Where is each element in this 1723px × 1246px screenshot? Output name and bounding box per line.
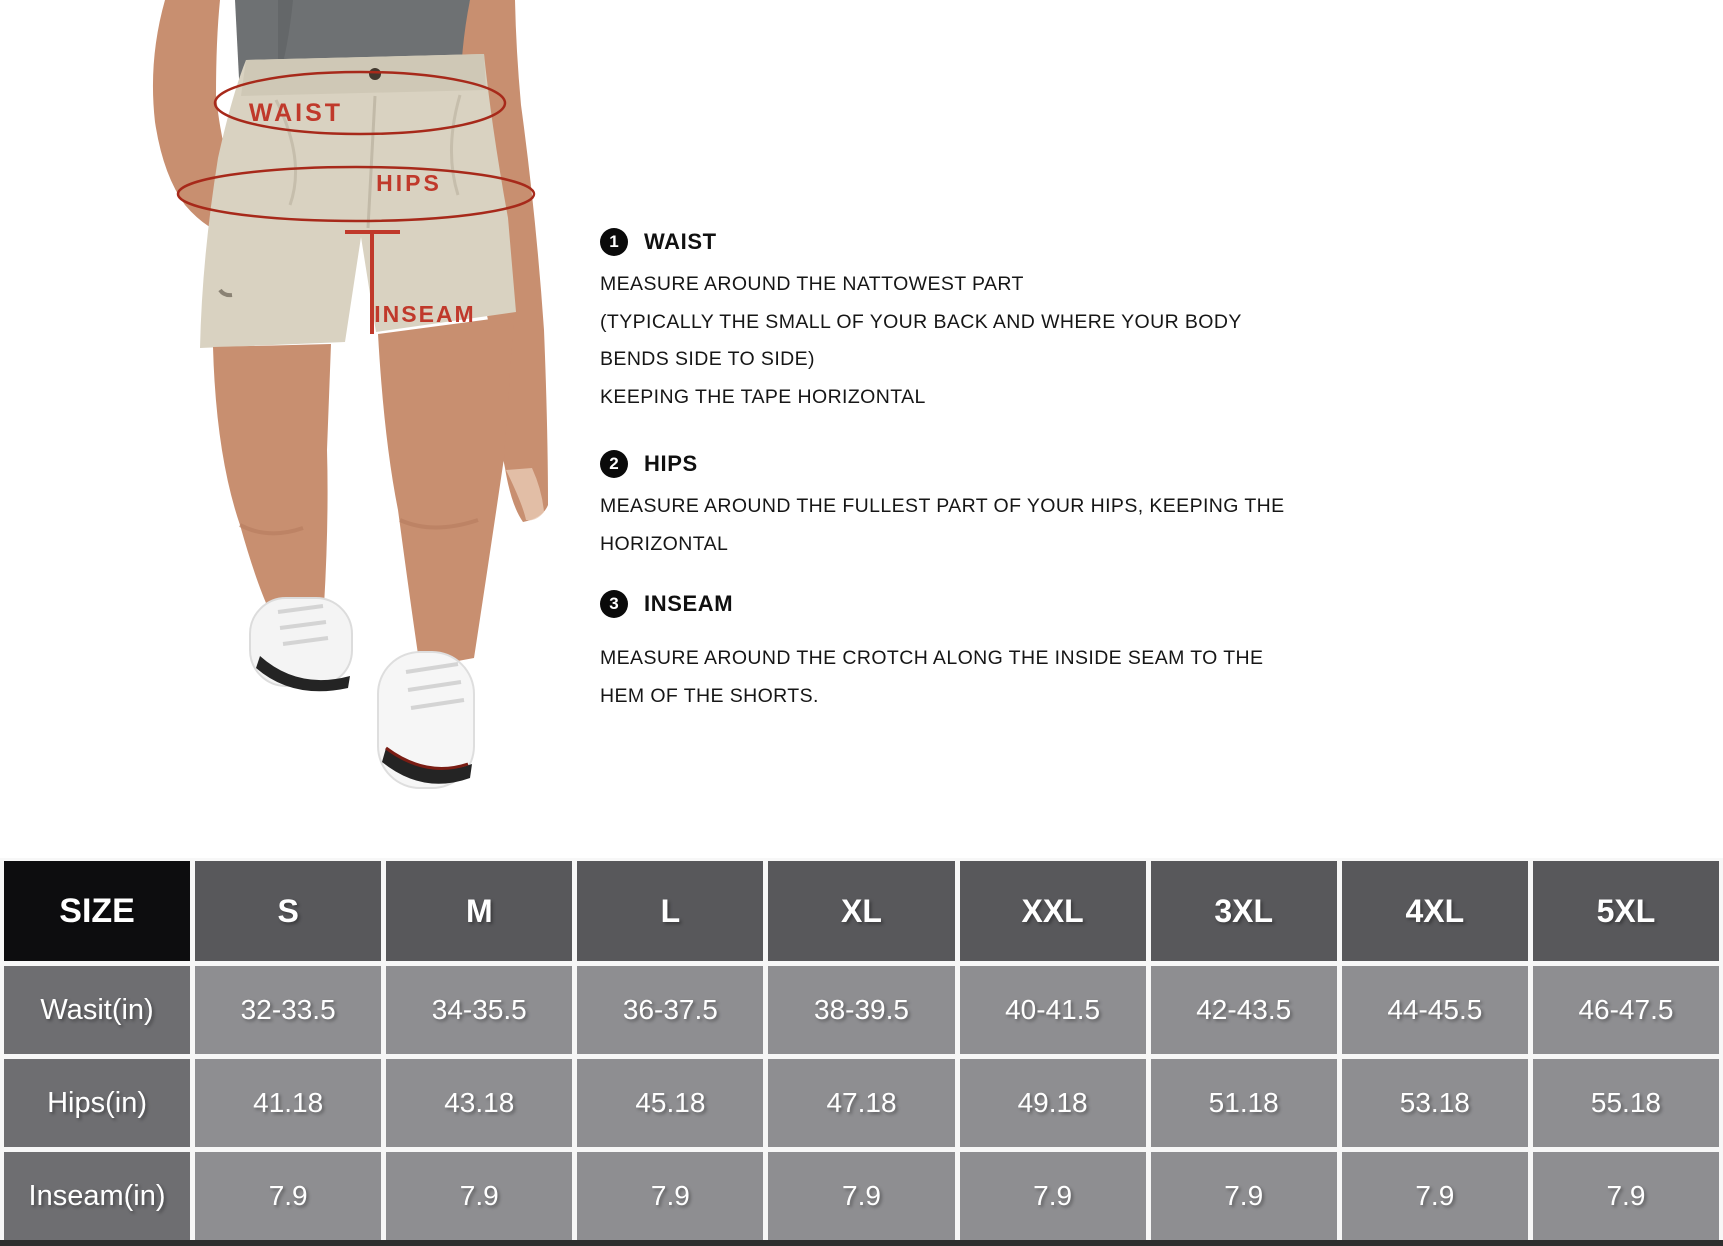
instruction-hips-heading bbox=[600, 450, 1285, 478]
header-cell-xl: XL bbox=[768, 861, 954, 961]
value-cell: 36-37.5 bbox=[577, 966, 763, 1054]
value-cell: 7.9 bbox=[1151, 1152, 1337, 1240]
inseam-annotation-label: INSEAM bbox=[374, 301, 476, 327]
instruction-inseam-title: INSEAM bbox=[644, 591, 734, 616]
row-label-hips: Hips(in) bbox=[4, 1059, 190, 1147]
instruction-line: BENDS SIDE TO SIDE) bbox=[600, 348, 815, 370]
header-cell-size: SIZE bbox=[4, 861, 190, 961]
size-table bbox=[0, 858, 1723, 1240]
row-label-waist: Wasit(in) bbox=[4, 966, 190, 1054]
instruction-waist-body bbox=[600, 266, 1242, 416]
instruction-inseam-body bbox=[600, 640, 1263, 715]
step-1-badge: 1 bbox=[600, 228, 628, 256]
model-illustration bbox=[128, 0, 598, 860]
header-cell-5xl: 5XL bbox=[1533, 861, 1719, 961]
header-cell-3xl: 3XL bbox=[1151, 861, 1337, 961]
instruction-line: MEASURE AROUND THE NATTOWEST PART bbox=[600, 273, 1024, 295]
value-cell: 51.18 bbox=[1151, 1059, 1337, 1147]
value-cell: 7.9 bbox=[577, 1152, 763, 1240]
value-cell: 45.18 bbox=[577, 1059, 763, 1147]
value-cell: 41.18 bbox=[195, 1059, 381, 1147]
value-cell: 55.18 bbox=[1533, 1059, 1719, 1147]
left-shoe bbox=[250, 598, 352, 691]
header-cell-s: S bbox=[195, 861, 381, 961]
waist-annotation-label: WAIST bbox=[248, 99, 344, 127]
value-cell: 34-35.5 bbox=[386, 966, 572, 1054]
value-cell: 7.9 bbox=[1533, 1152, 1719, 1240]
instruction-waist bbox=[600, 228, 1242, 416]
instruction-line: HEM OF THE SHORTS. bbox=[600, 684, 819, 707]
model-photo bbox=[128, 0, 598, 860]
right-shoe bbox=[378, 652, 474, 788]
value-cell: 38-39.5 bbox=[768, 966, 954, 1054]
value-cell: 7.9 bbox=[1342, 1152, 1528, 1240]
hips-annotation-label: HIPS bbox=[376, 170, 442, 196]
instruction-hips bbox=[600, 450, 1285, 563]
value-cell: 44-45.5 bbox=[1342, 966, 1528, 1054]
waistband bbox=[241, 54, 486, 96]
instruction-line: (TYPICALLY THE SMALL OF YOUR BACK AND WHERE YOUR BODY bbox=[600, 310, 1242, 333]
header-cell-l: L bbox=[577, 861, 763, 961]
header-cell-4xl: 4XL bbox=[1342, 861, 1528, 961]
value-cell: 47.18 bbox=[768, 1059, 954, 1147]
instruction-hips-body bbox=[600, 488, 1285, 563]
value-cell: 43.18 bbox=[386, 1059, 572, 1147]
value-cell: 7.9 bbox=[386, 1152, 572, 1240]
value-cell: 7.9 bbox=[768, 1152, 954, 1240]
instruction-hips-title: HIPS bbox=[644, 451, 698, 476]
instruction-inseam-heading bbox=[600, 590, 1263, 618]
value-cell: 42-43.5 bbox=[1151, 966, 1337, 1054]
right-leg bbox=[378, 316, 514, 668]
step-3-badge: 3 bbox=[600, 590, 628, 618]
instruction-line: HORIZONTAL bbox=[600, 532, 729, 555]
value-cell: 32-33.5 bbox=[195, 966, 381, 1054]
instruction-line: MEASURE AROUND THE FULLEST PART OF YOUR HIPS, KEEPING THE bbox=[600, 495, 1285, 517]
instruction-inseam bbox=[600, 590, 1263, 715]
value-cell: 40-41.5 bbox=[960, 966, 1146, 1054]
value-cell: 7.9 bbox=[195, 1152, 381, 1240]
instruction-line: KEEPING THE TAPE HORIZONTAL bbox=[600, 385, 926, 408]
row-label-inseam: Inseam(in) bbox=[4, 1152, 190, 1240]
step-2-badge: 2 bbox=[600, 450, 628, 478]
header-cell-m: M bbox=[386, 861, 572, 961]
value-cell: 46-47.5 bbox=[1533, 966, 1719, 1054]
value-cell: 7.9 bbox=[960, 1152, 1146, 1240]
header-cell-xxl: XXL bbox=[960, 861, 1146, 961]
instruction-waist-heading bbox=[600, 228, 1242, 256]
button bbox=[369, 68, 381, 80]
value-cell: 53.18 bbox=[1342, 1059, 1528, 1147]
left-leg bbox=[213, 344, 331, 612]
value-cell: 49.18 bbox=[960, 1059, 1146, 1147]
instruction-waist-title: WAIST bbox=[644, 229, 717, 254]
instruction-line: MEASURE AROUND THE CROTCH ALONG THE INSIDE SEAM TO THE bbox=[600, 647, 1264, 669]
table-bottom-border bbox=[0, 1240, 1723, 1246]
